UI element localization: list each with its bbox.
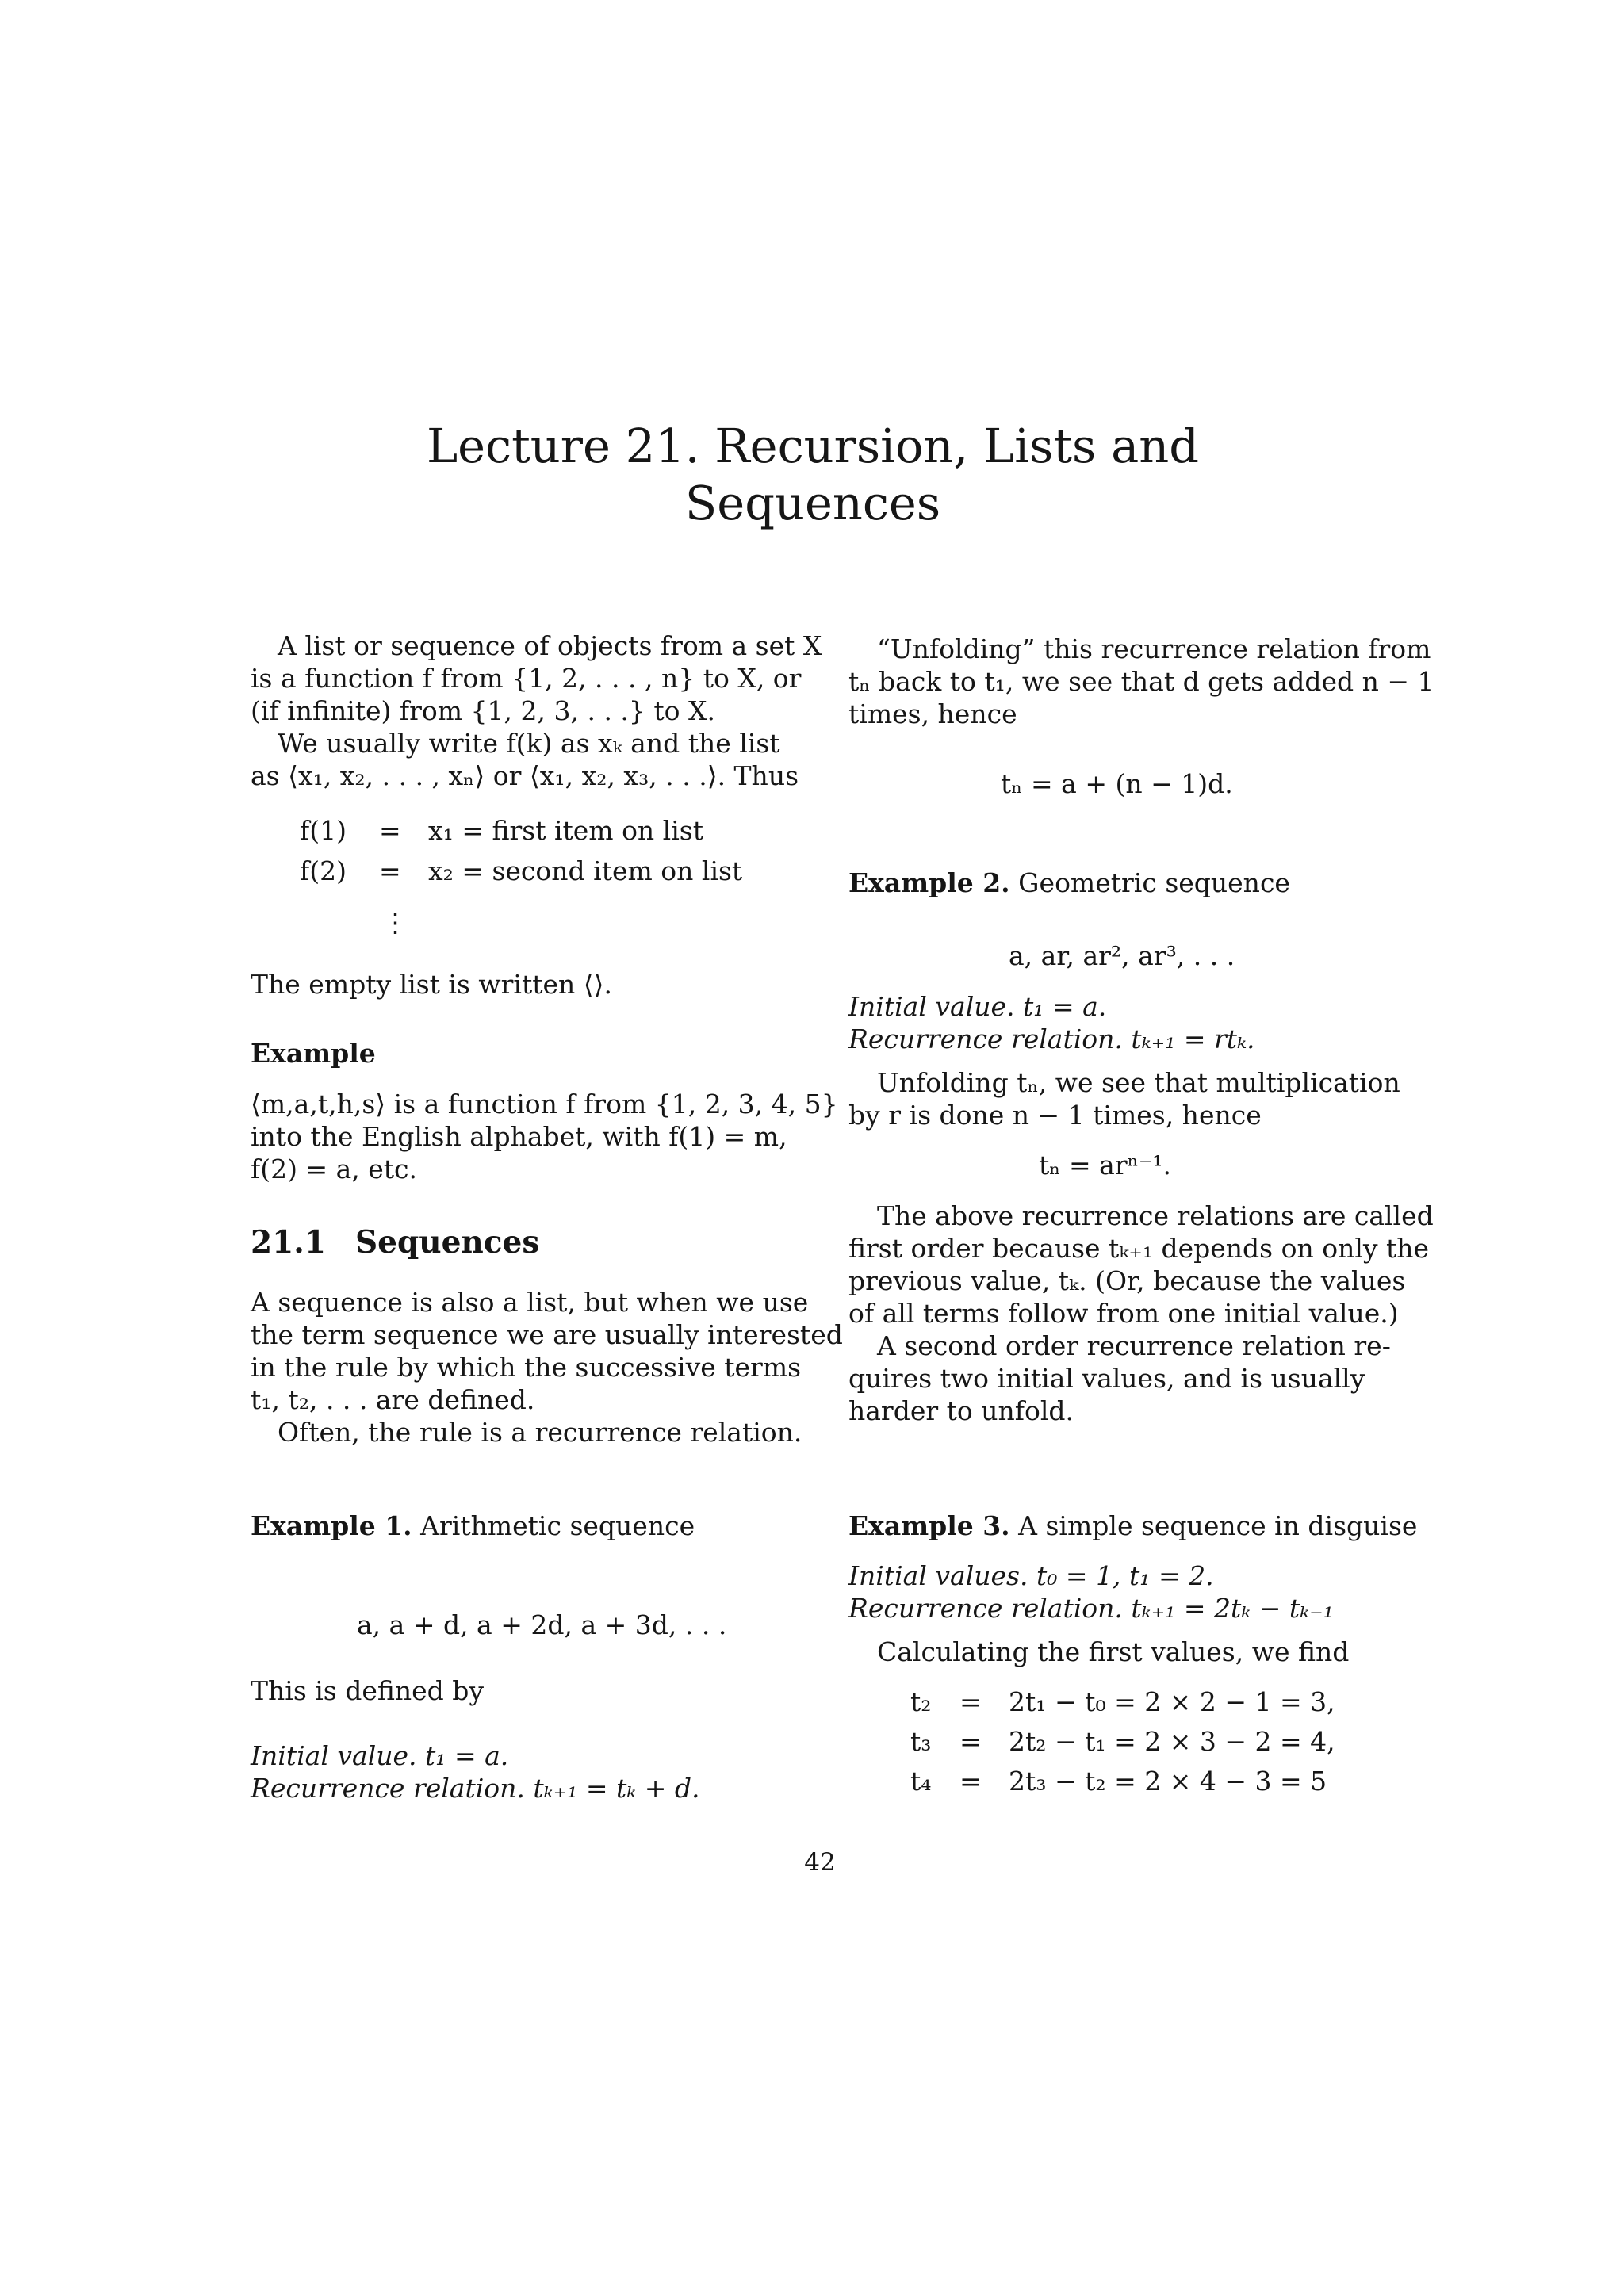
section-line-3: in the rule by which the successive terms bbox=[251, 1352, 802, 1383]
order-line-1: The above recurrence relations are called bbox=[877, 1200, 1434, 1231]
ex3-initial-line: Initial values. t₀ = 1, t₁ = 2. bbox=[848, 1560, 1214, 1591]
ex3-recurrence-line: Recurrence relation. tₖ₊₁ = 2tₖ − tₖ₋₁ bbox=[848, 1593, 1334, 1624]
unfold-line-3: times, hence bbox=[848, 698, 1017, 729]
display-rel-1: = bbox=[379, 815, 401, 846]
unfold-display: tₙ = a + (n − 1)d. bbox=[1001, 768, 1233, 799]
ex2-display: tₙ = arⁿ⁻¹. bbox=[1039, 1150, 1172, 1181]
empty-list-line: The empty list is written ⟨⟩. bbox=[251, 969, 613, 1000]
example-line-3: f(2) = a, etc. bbox=[251, 1154, 418, 1184]
recurrence-line: Recurrence relation. tₖ₊₁ = tₖ + d. bbox=[251, 1773, 700, 1804]
display-lhs-2: f(2) bbox=[300, 855, 347, 886]
ex2-recurrence-line: Recurrence relation. tₖ₊₁ = rtₖ. bbox=[848, 1024, 1255, 1054]
ex2-initial-line: Initial value. t₁ = a. bbox=[848, 991, 1107, 1022]
example2-text: Geometric sequence bbox=[1018, 867, 1290, 898]
ex3-rhs-2: 2t₂ − t₁ = 2 × 3 − 2 = 4, bbox=[1009, 1726, 1335, 1757]
example3-heading bbox=[848, 1510, 1417, 1542]
display-rhs-2: x₂ = second item on list bbox=[428, 855, 743, 886]
example1-text: Arithmetic sequence bbox=[420, 1510, 695, 1541]
display-rhs-1: x₁ = first item on list bbox=[428, 815, 703, 846]
section-line-5: Often, the rule is a recurrence relation. bbox=[278, 1417, 802, 1448]
order-line-7: harder to unfold. bbox=[848, 1395, 1074, 1426]
ex2-unfold-line-1: Unfolding tₙ, we see that multiplication bbox=[877, 1067, 1400, 1098]
vertical-dots: ⋮ bbox=[382, 907, 408, 938]
order-line-2: first order because tₖ₊₁ depends on only the bbox=[848, 1233, 1430, 1264]
intro-line-4: We usually write f(k) as xₖ and the list bbox=[278, 728, 780, 759]
section-line-4: t₁, t₂, . . . are defined. bbox=[251, 1384, 535, 1415]
ex3-lhs-2: t₃ bbox=[910, 1726, 932, 1757]
display-rel-2: = bbox=[379, 855, 401, 886]
intro-line-1: A list or sequence of objects from a set X bbox=[278, 630, 822, 661]
example3-text: A simple sequence in disguise bbox=[1018, 1510, 1418, 1541]
example3-label: Example 3. bbox=[848, 1510, 1010, 1541]
page-number: 42 bbox=[804, 1848, 836, 1877]
order-line-6: quires two initial values, and is usually bbox=[848, 1363, 1365, 1394]
example-line-1: ⟨m,a,t,h,s⟩ is a function f from {1, 2, 3, 4, 5} bbox=[251, 1089, 838, 1119]
example1-label: Example 1. bbox=[251, 1510, 412, 1541]
ex3-lhs-3: t₄ bbox=[910, 1766, 932, 1797]
ex3-rel-2: = bbox=[959, 1726, 982, 1757]
example-heading: Example bbox=[251, 1038, 376, 1069]
example1-heading bbox=[251, 1510, 695, 1542]
ex3-rhs-3: 2t₃ − t₂ = 2 × 4 − 3 = 5 bbox=[1009, 1766, 1327, 1797]
display-lhs-1: f(1) bbox=[300, 815, 347, 846]
ex3-calc-line: Calculating the first values, we find bbox=[877, 1636, 1350, 1667]
page-title: Lecture 21. Recursion, Lists and Sequences bbox=[426, 419, 1200, 530]
order-line-3: previous value, tₖ. (Or, because the values bbox=[848, 1265, 1406, 1296]
intro-line-2: is a function f from {1, 2, . . . , n} to X, or bbox=[251, 663, 802, 694]
unfold-line-1: “Unfolding” this recurrence relation from bbox=[877, 633, 1431, 664]
defined-by-line: This is defined by bbox=[251, 1675, 485, 1706]
intro-line-5: as ⟨x₁, x₂, . . . , xₙ⟩ or ⟨x₁, x₂, x₃, . . .⟩. Thus bbox=[251, 760, 799, 791]
example1-display: a, a + d, a + 2d, a + 3d, . . . bbox=[357, 1609, 727, 1640]
intro-line-3: (if infinite) from {1, 2, 3, . . .} to X. bbox=[251, 695, 716, 726]
order-line-5: A second order recurrence relation re- bbox=[877, 1330, 1391, 1361]
section-title: Sequences bbox=[355, 1224, 540, 1261]
example-line-2: into the English alphabet, with f(1) = m, bbox=[251, 1121, 787, 1152]
unfold-line-2: tₙ back to t₁, we see that d gets added n − 1 bbox=[848, 666, 1434, 697]
example2-label: Example 2. bbox=[848, 867, 1010, 898]
ex3-lhs-1: t₂ bbox=[910, 1686, 932, 1717]
ex3-rhs-1: 2t₁ − t₀ = 2 × 2 − 1 = 3, bbox=[1009, 1686, 1335, 1717]
section-line-1: A sequence is also a list, but when we use bbox=[251, 1287, 809, 1318]
ex2-unfold-line-2: by r is done n − 1 times, hence bbox=[848, 1100, 1262, 1131]
example2-display: a, ar, ar², ar³, . . . bbox=[1009, 940, 1235, 971]
section-number: 21.1 bbox=[251, 1224, 326, 1261]
ex3-rel-3: = bbox=[959, 1766, 982, 1797]
order-line-4: of all terms follow from one initial value.) bbox=[848, 1298, 1399, 1329]
initial-value-line: Initial value. t₁ = a. bbox=[251, 1740, 509, 1771]
section-line-2: the term sequence we are usually interested bbox=[251, 1319, 843, 1350]
example2-heading bbox=[848, 867, 1290, 899]
ex3-rel-1: = bbox=[959, 1686, 982, 1717]
